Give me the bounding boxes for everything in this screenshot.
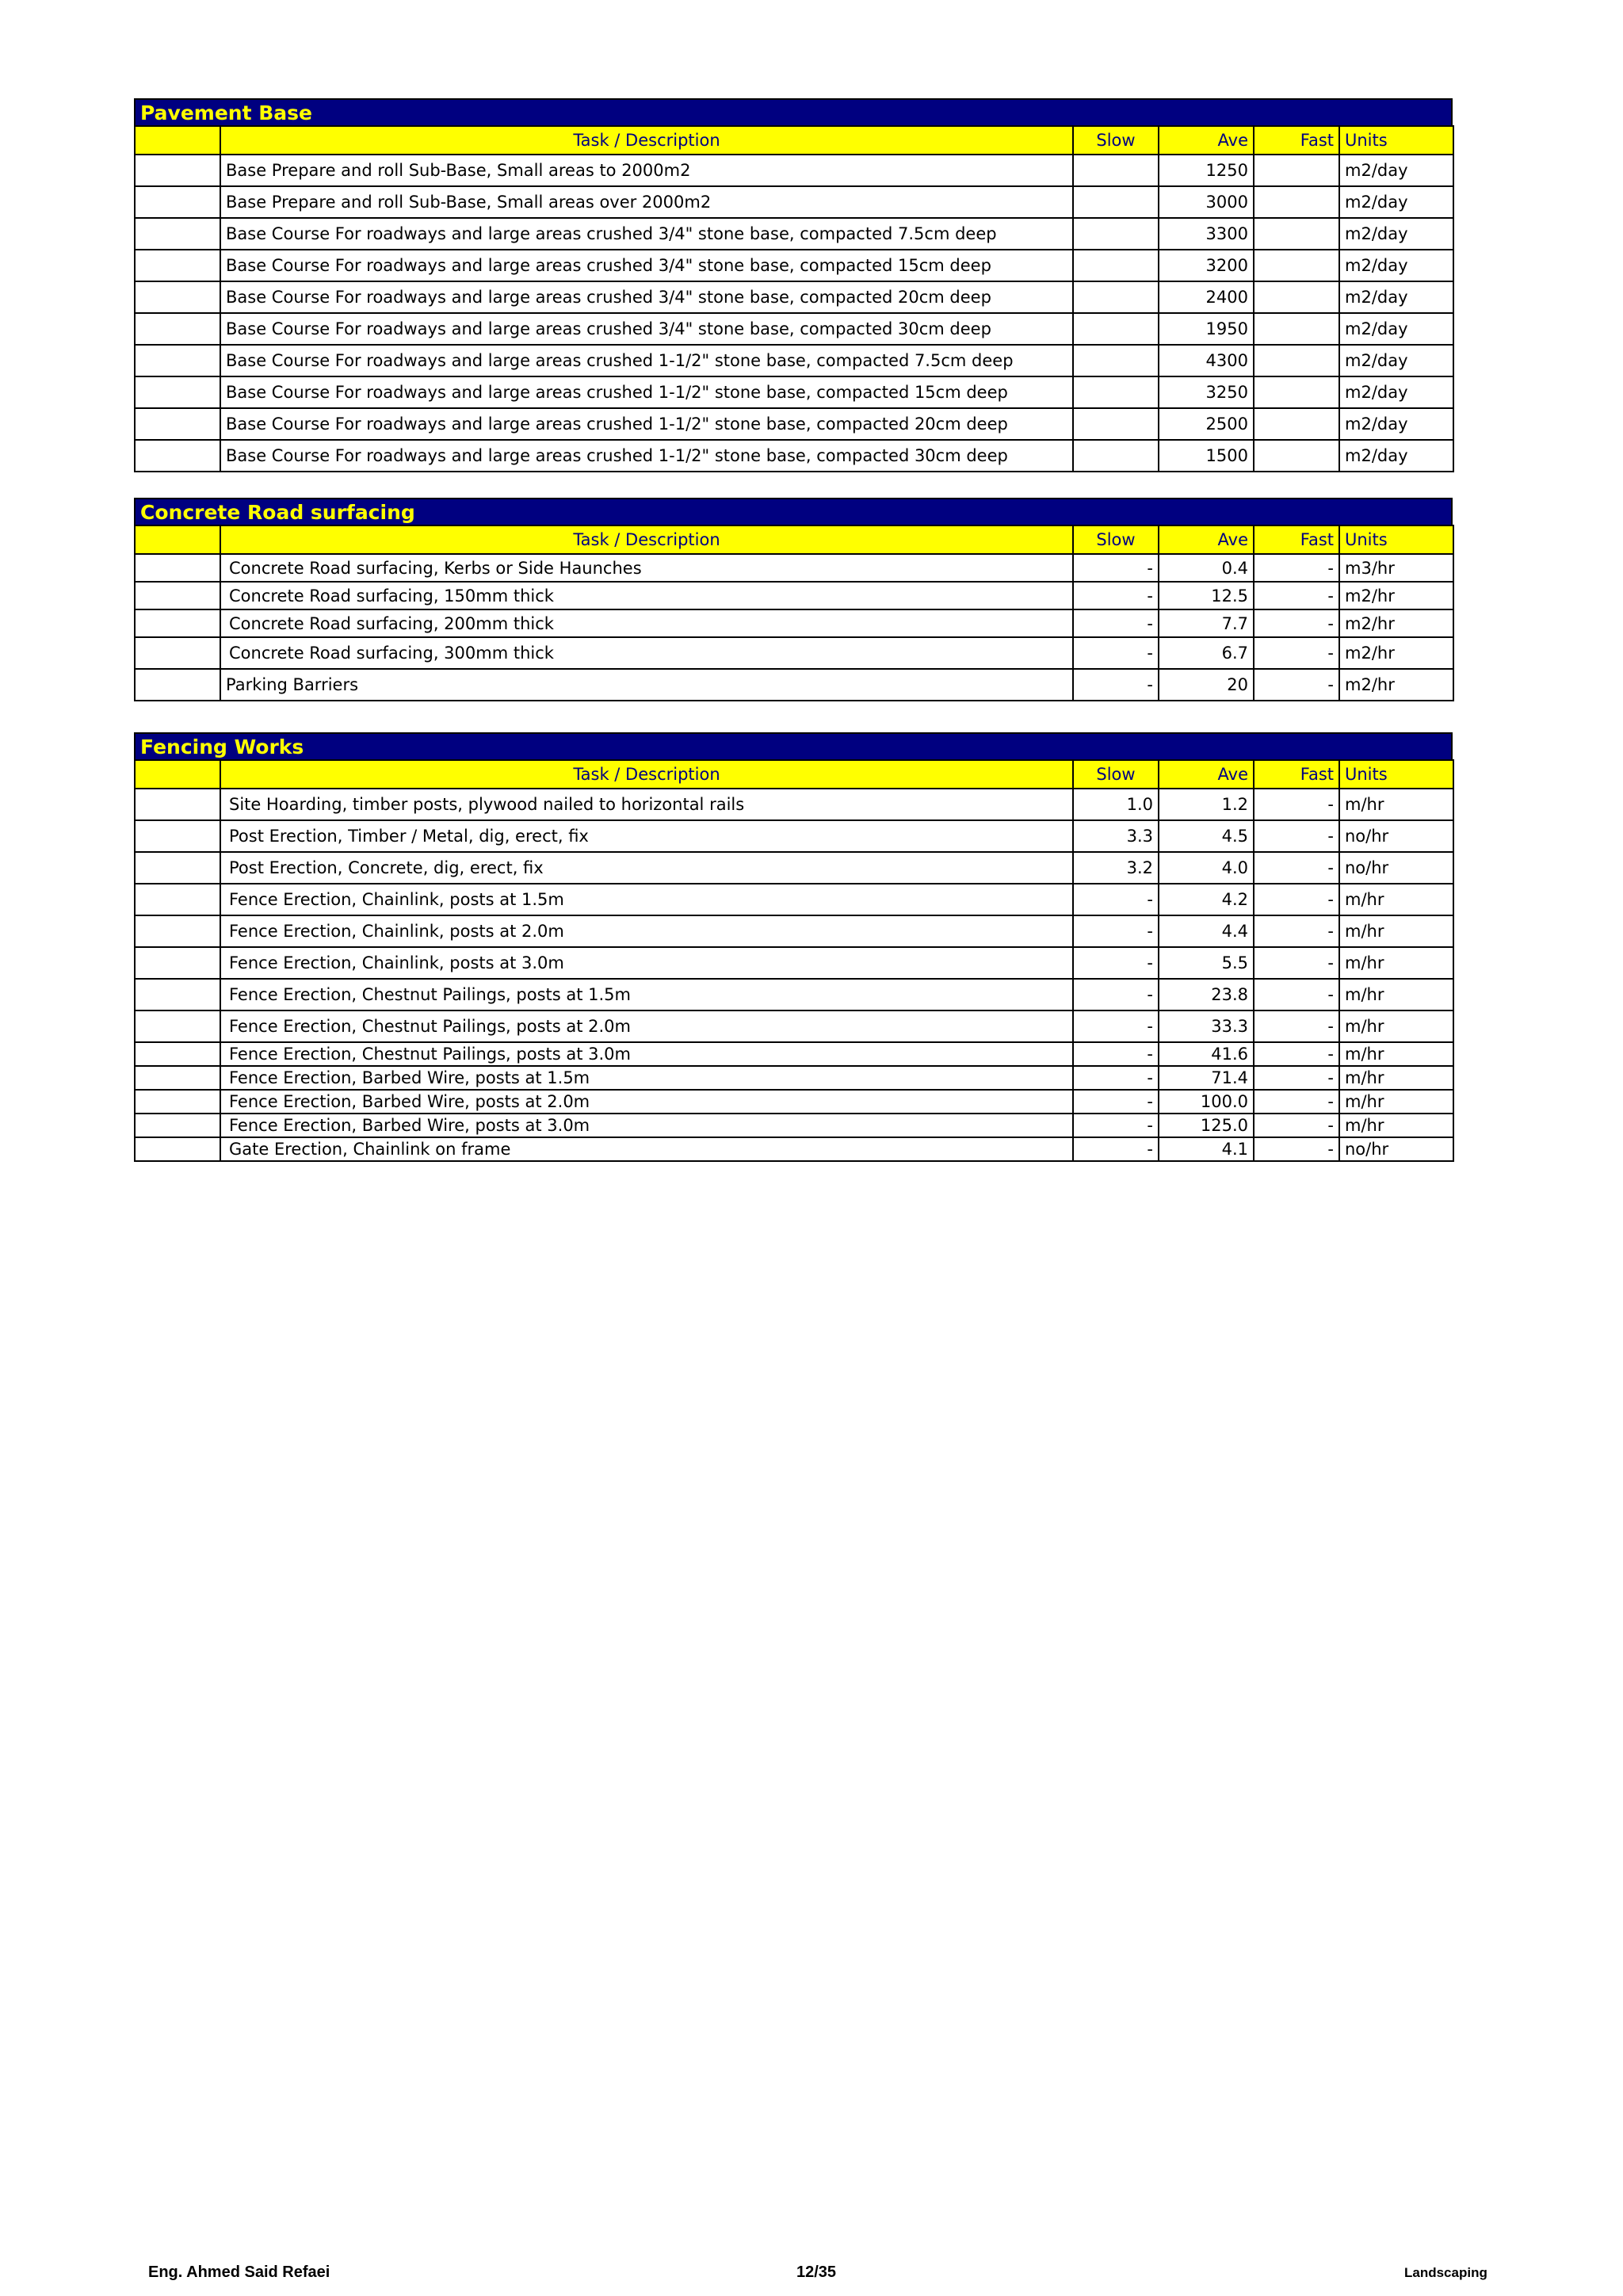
fast-cell: - bbox=[1254, 884, 1339, 915]
table-row bbox=[135, 218, 1453, 250]
units-cell: m2/day bbox=[1339, 408, 1453, 440]
task-cell: Fence Erection, Barbed Wire, posts at 1.5m bbox=[220, 1066, 1073, 1090]
table-row bbox=[135, 1066, 1453, 1090]
table-row bbox=[135, 408, 1453, 440]
row-blank-cell bbox=[135, 1114, 220, 1137]
task-cell: Concrete Road surfacing, 150mm thick bbox=[220, 582, 1073, 609]
units-cell: no/hr bbox=[1339, 1137, 1453, 1161]
fast-cell: - bbox=[1254, 637, 1339, 669]
slow-cell bbox=[1073, 281, 1159, 313]
table-row bbox=[135, 1010, 1453, 1042]
table-row bbox=[135, 582, 1453, 609]
row-blank-cell bbox=[135, 218, 220, 250]
slow-cell: - bbox=[1073, 915, 1159, 947]
units-cell: m2/day bbox=[1339, 250, 1453, 281]
section-title: Fencing Works bbox=[134, 732, 1453, 759]
slow-cell bbox=[1073, 250, 1159, 281]
units-cell: m2/day bbox=[1339, 186, 1453, 218]
header-row bbox=[135, 760, 1453, 789]
task-cell: Concrete Road surfacing, 300mm thick bbox=[220, 637, 1073, 669]
slow-cell: - bbox=[1073, 1114, 1159, 1137]
ave-cell: 7.7 bbox=[1159, 609, 1254, 637]
row-blank-cell bbox=[135, 852, 220, 884]
ave-cell: 1250 bbox=[1159, 155, 1254, 186]
fast-cell: - bbox=[1254, 1042, 1339, 1066]
header-row bbox=[135, 525, 1453, 554]
header-fast: Fast bbox=[1254, 760, 1339, 789]
ave-cell: 4.2 bbox=[1159, 884, 1254, 915]
row-blank-cell bbox=[135, 155, 220, 186]
slow-cell: - bbox=[1073, 947, 1159, 979]
fast-cell: - bbox=[1254, 789, 1339, 820]
table-row bbox=[135, 947, 1453, 979]
header-row bbox=[135, 126, 1453, 155]
task-cell: Base Course For roadways and large areas crushed 1-1/2" stone base, compacted 30cm deep bbox=[220, 440, 1073, 472]
ave-cell: 41.6 bbox=[1159, 1042, 1254, 1066]
task-cell: Post Erection, Timber / Metal, dig, erect, fix bbox=[220, 820, 1073, 852]
table-row bbox=[135, 1137, 1453, 1161]
fencing-works-section bbox=[134, 732, 1453, 1162]
row-blank-cell bbox=[135, 313, 220, 345]
header-slow: Slow bbox=[1073, 760, 1159, 789]
table-body bbox=[135, 155, 1453, 472]
fast-cell bbox=[1254, 408, 1339, 440]
ave-cell: 4.5 bbox=[1159, 820, 1254, 852]
units-cell: m/hr bbox=[1339, 947, 1453, 979]
ave-cell: 125.0 bbox=[1159, 1114, 1254, 1137]
row-blank-cell bbox=[135, 250, 220, 281]
task-cell: Gate Erection, Chainlink on frame bbox=[220, 1137, 1073, 1161]
slow-cell bbox=[1073, 155, 1159, 186]
fast-cell: - bbox=[1254, 669, 1339, 701]
units-cell: m3/hr bbox=[1339, 554, 1453, 582]
slow-cell bbox=[1073, 313, 1159, 345]
row-blank-cell bbox=[135, 554, 220, 582]
units-cell: m/hr bbox=[1339, 979, 1453, 1010]
row-blank-cell bbox=[135, 1010, 220, 1042]
fast-cell bbox=[1254, 313, 1339, 345]
slow-cell bbox=[1073, 408, 1159, 440]
slow-cell: - bbox=[1073, 884, 1159, 915]
ave-cell: 3300 bbox=[1159, 218, 1254, 250]
slow-cell: - bbox=[1073, 669, 1159, 701]
ave-cell: 4.4 bbox=[1159, 915, 1254, 947]
slow-cell: 3.2 bbox=[1073, 852, 1159, 884]
ave-cell: 12.5 bbox=[1159, 582, 1254, 609]
ave-cell: 6.7 bbox=[1159, 637, 1254, 669]
footer-chapter: Landscaping bbox=[1404, 2265, 1487, 2280]
task-cell: Parking Barriers bbox=[220, 669, 1073, 701]
header-slow: Slow bbox=[1073, 525, 1159, 554]
units-cell: m/hr bbox=[1339, 789, 1453, 820]
header-blank bbox=[135, 760, 220, 789]
task-cell: Base Course For roadways and large areas crushed 3/4" stone base, compacted 20cm deep bbox=[220, 281, 1073, 313]
task-cell: Fence Erection, Barbed Wire, posts at 2.0m bbox=[220, 1090, 1073, 1114]
ave-cell: 100.0 bbox=[1159, 1090, 1254, 1114]
fast-cell: - bbox=[1254, 609, 1339, 637]
ave-cell: 1.2 bbox=[1159, 789, 1254, 820]
row-blank-cell bbox=[135, 408, 220, 440]
fast-cell: - bbox=[1254, 1090, 1339, 1114]
table-row bbox=[135, 609, 1453, 637]
task-cell: Fence Erection, Chainlink, posts at 3.0m bbox=[220, 947, 1073, 979]
fast-cell bbox=[1254, 218, 1339, 250]
ave-cell: 1500 bbox=[1159, 440, 1254, 472]
task-cell: Base Prepare and roll Sub-Base, Small areas over 2000m2 bbox=[220, 186, 1073, 218]
footer-page-number: 12/35 bbox=[796, 2264, 837, 2281]
fencing-works-table bbox=[134, 759, 1454, 1162]
ave-cell: 0.4 bbox=[1159, 554, 1254, 582]
slow-cell: - bbox=[1073, 1010, 1159, 1042]
header-ave: Ave bbox=[1159, 126, 1254, 155]
ave-cell: 2500 bbox=[1159, 408, 1254, 440]
table-row bbox=[135, 345, 1453, 376]
concrete-road-section bbox=[134, 498, 1453, 701]
slow-cell: - bbox=[1073, 1042, 1159, 1066]
slow-cell bbox=[1073, 218, 1159, 250]
row-blank-cell bbox=[135, 345, 220, 376]
table-row bbox=[135, 1090, 1453, 1114]
header-units: Units bbox=[1339, 525, 1453, 554]
ave-cell: 2400 bbox=[1159, 281, 1254, 313]
ave-cell: 4300 bbox=[1159, 345, 1254, 376]
fast-cell bbox=[1254, 155, 1339, 186]
units-cell: m/hr bbox=[1339, 915, 1453, 947]
units-cell: m/hr bbox=[1339, 1010, 1453, 1042]
header-task: Task / Description bbox=[220, 126, 1073, 155]
slow-cell: - bbox=[1073, 979, 1159, 1010]
fast-cell: - bbox=[1254, 554, 1339, 582]
task-cell: Fence Erection, Chainlink, posts at 1.5m bbox=[220, 884, 1073, 915]
header-units: Units bbox=[1339, 126, 1453, 155]
table-row bbox=[135, 440, 1453, 472]
ave-cell: 1950 bbox=[1159, 313, 1254, 345]
task-cell: Fence Erection, Barbed Wire, posts at 3.0m bbox=[220, 1114, 1073, 1137]
header-fast: Fast bbox=[1254, 525, 1339, 554]
ave-cell: 4.0 bbox=[1159, 852, 1254, 884]
units-cell: m2/hr bbox=[1339, 637, 1453, 669]
header-ave: Ave bbox=[1159, 760, 1254, 789]
ave-cell: 3200 bbox=[1159, 250, 1254, 281]
fast-cell: - bbox=[1254, 915, 1339, 947]
fast-cell bbox=[1254, 376, 1339, 408]
ave-cell: 71.4 bbox=[1159, 1066, 1254, 1090]
task-cell: Base Prepare and roll Sub-Base, Small areas to 2000m2 bbox=[220, 155, 1073, 186]
concrete-road-table bbox=[134, 525, 1454, 701]
row-blank-cell bbox=[135, 281, 220, 313]
slow-cell: - bbox=[1073, 1137, 1159, 1161]
slow-cell bbox=[1073, 186, 1159, 218]
slow-cell: - bbox=[1073, 554, 1159, 582]
fast-cell bbox=[1254, 440, 1339, 472]
units-cell: m2/day bbox=[1339, 440, 1453, 472]
row-blank-cell bbox=[135, 789, 220, 820]
fast-cell: - bbox=[1254, 1114, 1339, 1137]
fast-cell: - bbox=[1254, 1066, 1339, 1090]
slow-cell: - bbox=[1073, 1066, 1159, 1090]
row-blank-cell bbox=[135, 669, 220, 701]
task-cell: Site Hoarding, timber posts, plywood nailed to horizontal rails bbox=[220, 789, 1073, 820]
row-blank-cell bbox=[135, 582, 220, 609]
units-cell: m/hr bbox=[1339, 1066, 1453, 1090]
header-units: Units bbox=[1339, 760, 1453, 789]
units-cell: m/hr bbox=[1339, 1090, 1453, 1114]
table-row bbox=[135, 884, 1453, 915]
ave-cell: 23.8 bbox=[1159, 979, 1254, 1010]
task-cell: Base Course For roadways and large areas crushed 1-1/2" stone base, compacted 7.5cm deep bbox=[220, 345, 1073, 376]
fast-cell: - bbox=[1254, 947, 1339, 979]
row-blank-cell bbox=[135, 186, 220, 218]
ave-cell: 3000 bbox=[1159, 186, 1254, 218]
slow-cell bbox=[1073, 345, 1159, 376]
row-blank-cell bbox=[135, 440, 220, 472]
table-row bbox=[135, 852, 1453, 884]
header-task: Task / Description bbox=[220, 525, 1073, 554]
task-cell: Base Course For roadways and large areas crushed 1-1/2" stone base, compacted 15cm deep bbox=[220, 376, 1073, 408]
row-blank-cell bbox=[135, 820, 220, 852]
slow-cell: 1.0 bbox=[1073, 789, 1159, 820]
units-cell: m2/day bbox=[1339, 281, 1453, 313]
footer-author: Eng. Ahmed Said Refaei bbox=[148, 2264, 330, 2281]
table-row bbox=[135, 155, 1453, 186]
units-cell: m2/day bbox=[1339, 218, 1453, 250]
table-row bbox=[135, 789, 1453, 820]
row-blank-cell bbox=[135, 1137, 220, 1161]
units-cell: no/hr bbox=[1339, 820, 1453, 852]
units-cell: m2/hr bbox=[1339, 582, 1453, 609]
task-cell: Base Course For roadways and large areas crushed 3/4" stone base, compacted 15cm deep bbox=[220, 250, 1073, 281]
table-row bbox=[135, 250, 1453, 281]
table-body bbox=[135, 789, 1453, 1161]
table-row bbox=[135, 915, 1453, 947]
header-task: Task / Description bbox=[220, 760, 1073, 789]
units-cell: m/hr bbox=[1339, 1114, 1453, 1137]
task-cell: Concrete Road surfacing, 200mm thick bbox=[220, 609, 1073, 637]
units-cell: m2/day bbox=[1339, 155, 1453, 186]
table-row bbox=[135, 637, 1453, 669]
table-body bbox=[135, 554, 1453, 701]
row-blank-cell bbox=[135, 637, 220, 669]
row-blank-cell bbox=[135, 884, 220, 915]
ave-cell: 33.3 bbox=[1159, 1010, 1254, 1042]
fast-cell bbox=[1254, 250, 1339, 281]
task-cell: Fence Erection, Chestnut Pailings, posts at 2.0m bbox=[220, 1010, 1073, 1042]
fast-cell: - bbox=[1254, 582, 1339, 609]
task-cell: Fence Erection, Chestnut Pailings, posts at 3.0m bbox=[220, 1042, 1073, 1066]
row-blank-cell bbox=[135, 947, 220, 979]
section-title: Pavement Base bbox=[134, 98, 1453, 125]
units-cell: m/hr bbox=[1339, 1042, 1453, 1066]
header-slow: Slow bbox=[1073, 126, 1159, 155]
row-blank-cell bbox=[135, 609, 220, 637]
table-row bbox=[135, 820, 1453, 852]
table-row bbox=[135, 376, 1453, 408]
fast-cell bbox=[1254, 186, 1339, 218]
units-cell: m/hr bbox=[1339, 884, 1453, 915]
ave-cell: 20 bbox=[1159, 669, 1254, 701]
table-row bbox=[135, 313, 1453, 345]
task-cell: Base Course For roadways and large areas crushed 3/4" stone base, compacted 7.5cm deep bbox=[220, 218, 1073, 250]
slow-cell bbox=[1073, 376, 1159, 408]
fast-cell bbox=[1254, 281, 1339, 313]
row-blank-cell bbox=[135, 915, 220, 947]
slow-cell bbox=[1073, 440, 1159, 472]
fast-cell: - bbox=[1254, 852, 1339, 884]
fast-cell bbox=[1254, 345, 1339, 376]
table-row bbox=[135, 281, 1453, 313]
ave-cell: 3250 bbox=[1159, 376, 1254, 408]
slow-cell: - bbox=[1073, 637, 1159, 669]
table-row bbox=[135, 1042, 1453, 1066]
table-row bbox=[135, 979, 1453, 1010]
row-blank-cell bbox=[135, 376, 220, 408]
task-cell: Fence Erection, Chainlink, posts at 2.0m bbox=[220, 915, 1073, 947]
ave-cell: 4.1 bbox=[1159, 1137, 1254, 1161]
task-cell: Post Erection, Concrete, dig, erect, fix bbox=[220, 852, 1073, 884]
row-blank-cell bbox=[135, 1066, 220, 1090]
fast-cell: - bbox=[1254, 1010, 1339, 1042]
task-cell: Base Course For roadways and large areas crushed 1-1/2" stone base, compacted 20cm deep bbox=[220, 408, 1073, 440]
units-cell: m2/hr bbox=[1339, 669, 1453, 701]
table-row bbox=[135, 669, 1453, 701]
row-blank-cell bbox=[135, 979, 220, 1010]
row-blank-cell bbox=[135, 1090, 220, 1114]
pavement-base-table bbox=[134, 125, 1454, 472]
units-cell: m2/hr bbox=[1339, 609, 1453, 637]
fast-cell: - bbox=[1254, 979, 1339, 1010]
units-cell: m2/day bbox=[1339, 313, 1453, 345]
header-blank bbox=[135, 126, 220, 155]
slow-cell: - bbox=[1073, 582, 1159, 609]
section-title: Concrete Road surfacing bbox=[134, 498, 1453, 525]
ave-cell: 5.5 bbox=[1159, 947, 1254, 979]
units-cell: m2/day bbox=[1339, 345, 1453, 376]
table-row bbox=[135, 554, 1453, 582]
units-cell: m2/day bbox=[1339, 376, 1453, 408]
task-cell: Concrete Road surfacing, Kerbs or Side Haunches bbox=[220, 554, 1073, 582]
row-blank-cell bbox=[135, 1042, 220, 1066]
fast-cell: - bbox=[1254, 820, 1339, 852]
units-cell: no/hr bbox=[1339, 852, 1453, 884]
task-cell: Fence Erection, Chestnut Pailings, posts at 1.5m bbox=[220, 979, 1073, 1010]
table-row bbox=[135, 1114, 1453, 1137]
header-blank bbox=[135, 525, 220, 554]
pavement-base-section bbox=[134, 98, 1453, 472]
slow-cell: - bbox=[1073, 609, 1159, 637]
task-cell: Base Course For roadways and large areas crushed 3/4" stone base, compacted 30cm deep bbox=[220, 313, 1073, 345]
table-row bbox=[135, 186, 1453, 218]
fast-cell: - bbox=[1254, 1137, 1339, 1161]
header-ave: Ave bbox=[1159, 525, 1254, 554]
header-fast: Fast bbox=[1254, 126, 1339, 155]
slow-cell: - bbox=[1073, 1090, 1159, 1114]
slow-cell: 3.3 bbox=[1073, 820, 1159, 852]
